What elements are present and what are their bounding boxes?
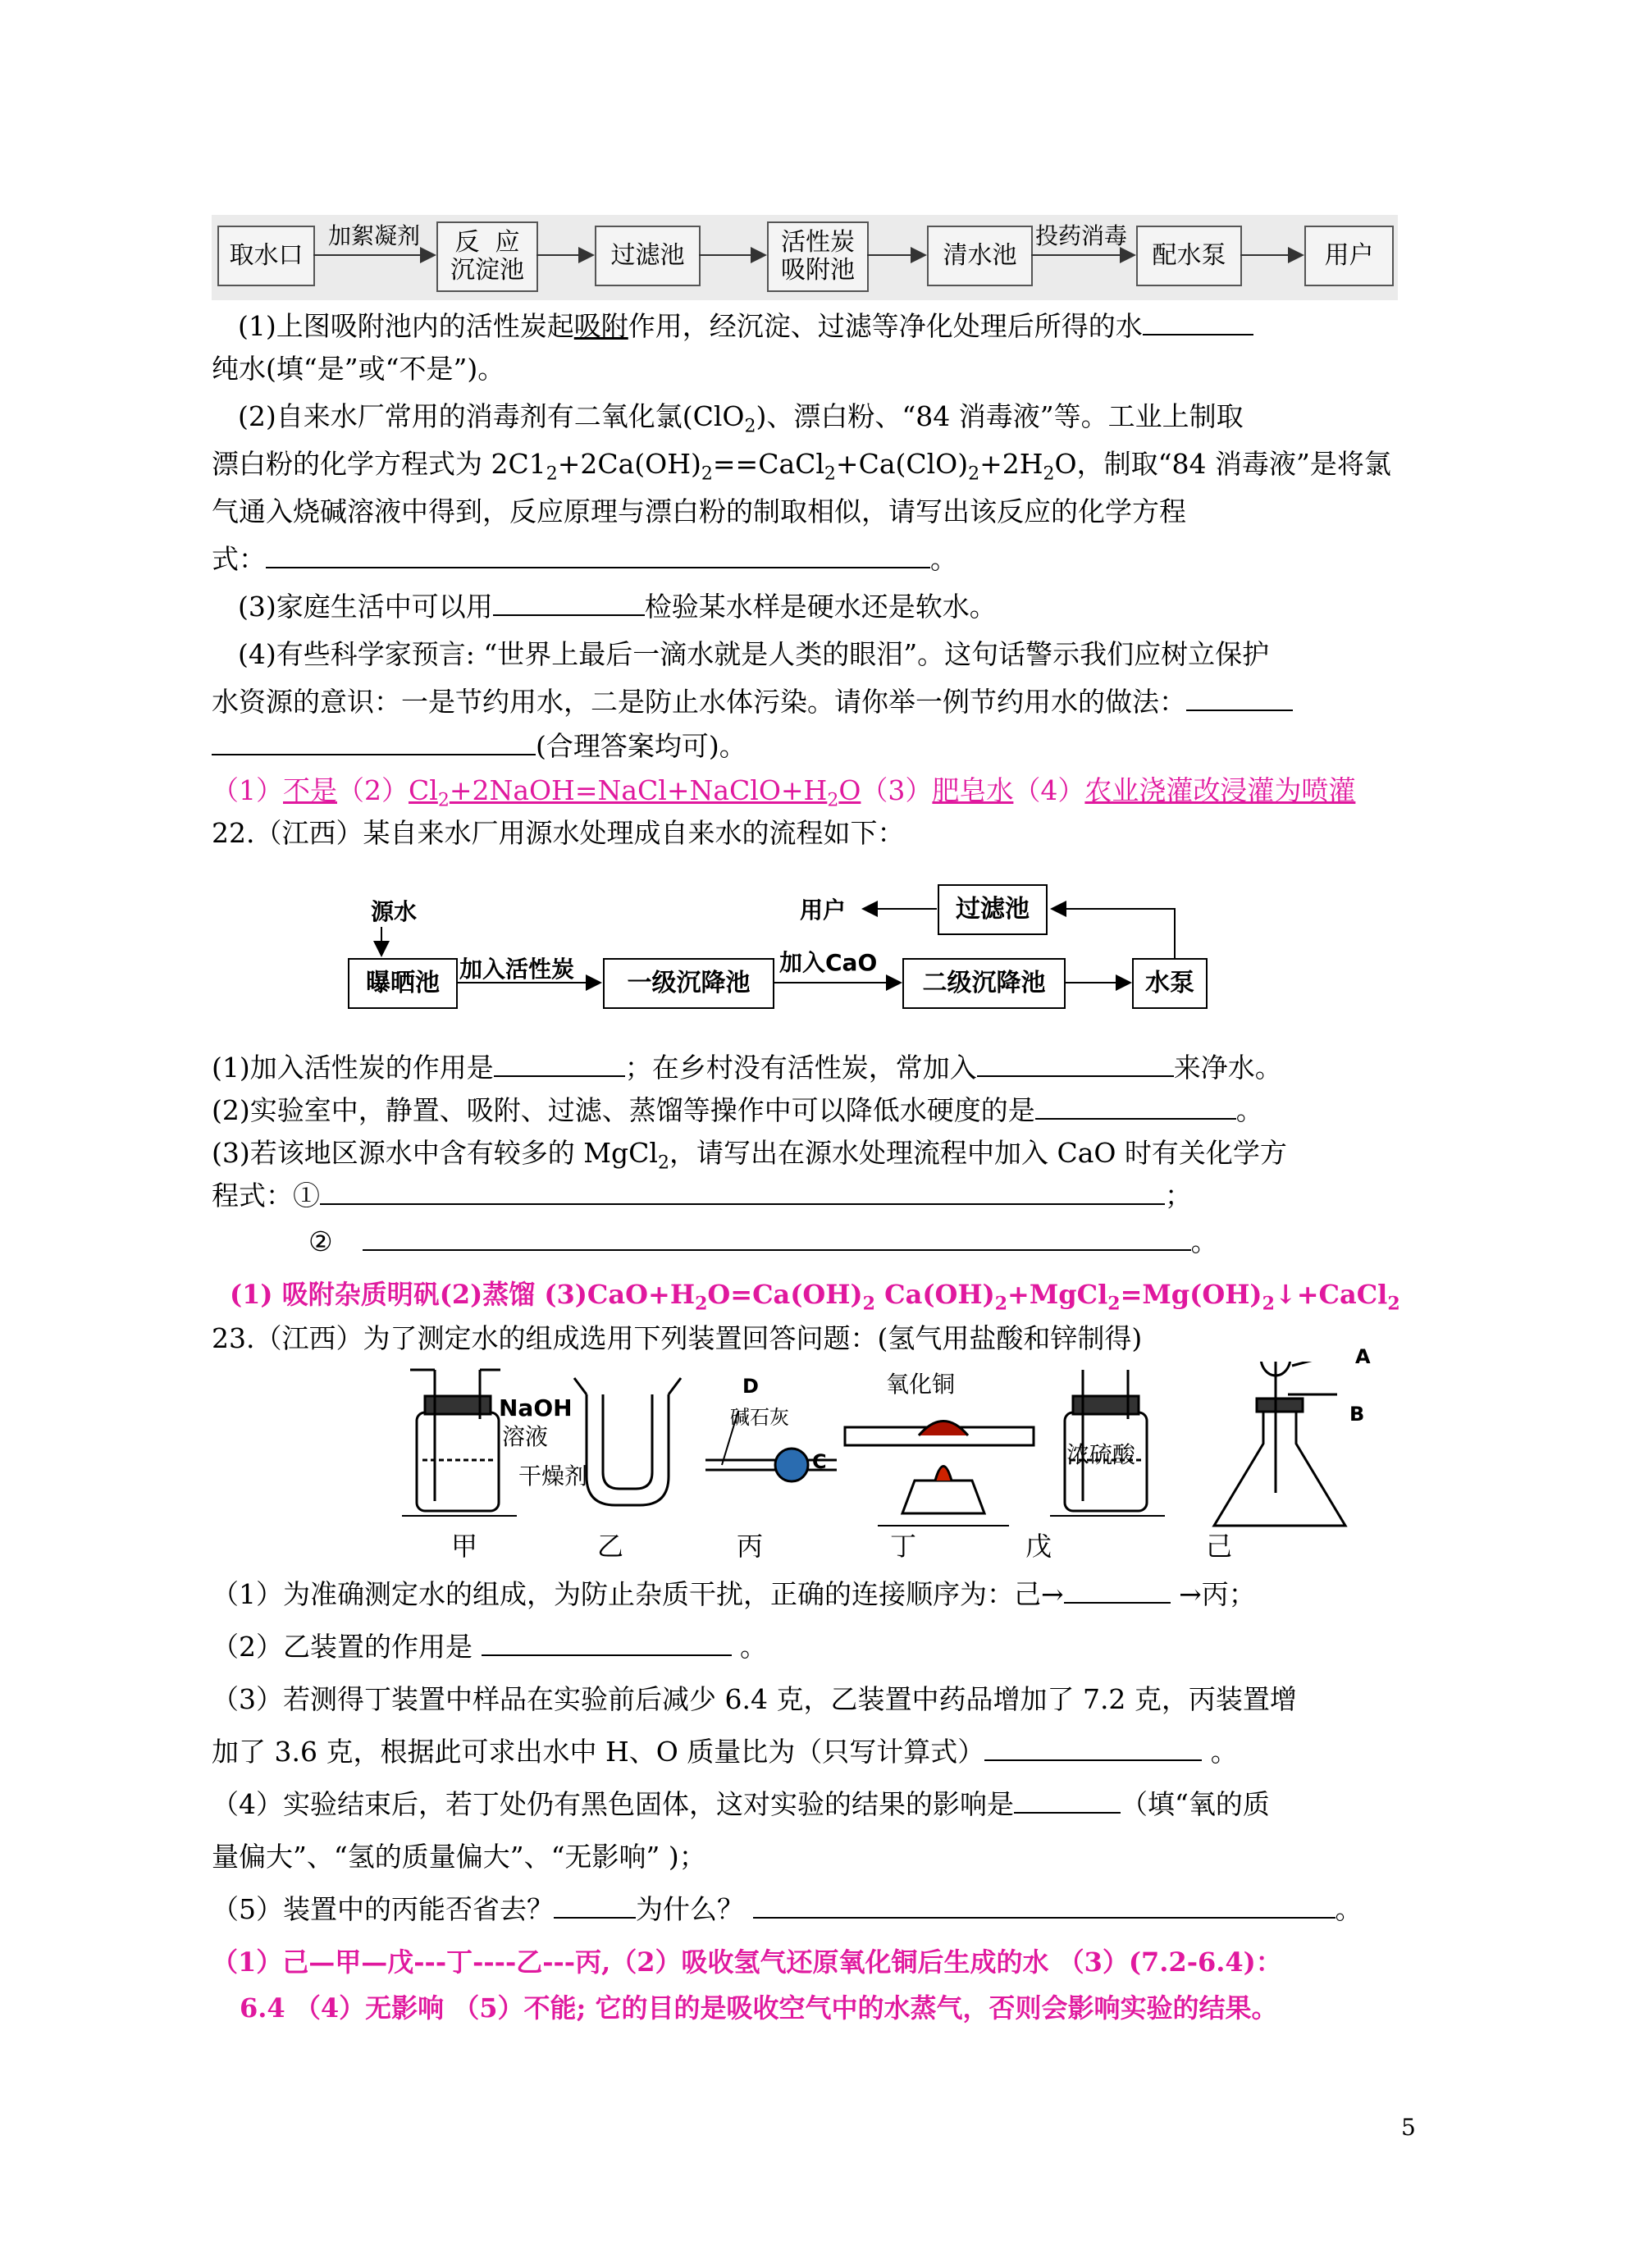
q21-answer: （1）不是$(2)Cl_2+2NaOH=NaCl+NaClO+H_2O(3)$肥皂水（4）农业浇灌改浸灌为喷灌 xyxy=(212,774,1356,811)
label-copper-oxide: 氧化铜 xyxy=(886,1371,956,1398)
q23-part4-cont: 量偏大”、“氢的质量偏大”、“无影响” )； xyxy=(212,1841,706,1873)
q23-part3: （3）若测得丁装置中样品在实验前后减少 6.4 克，乙装置中药品增加了 7.2 克，丙装置增 xyxy=(212,1683,1297,1715)
arrow-label-flocculant: 加絮凝剂 xyxy=(328,222,421,249)
flow2-label-carbon: 加入活性炭 xyxy=(459,956,575,983)
label-C: C xyxy=(812,1450,827,1473)
flow2-label-cao: 加入CaO xyxy=(779,949,878,976)
q23-part5: （5）装置中的丙能否省去？ 为什么？ 。 xyxy=(212,1893,1363,1925)
flow-box-filter: 过滤池 xyxy=(595,226,701,286)
apparatus-ji: 己 xyxy=(1206,1531,1233,1562)
flow-source-label: 源水 xyxy=(371,898,418,925)
q21-part2: (2)自来水厂常用的消毒剂有二氧化氯(ClO$_2$)、漂白粉、“84 消毒液”等。工业上制取 xyxy=(238,400,1244,437)
q22-part1: (1)加入活性炭的作用是 ；在乡村没有活性炭，常加入 来净水。 xyxy=(212,1052,1282,1084)
q21-part2-eq: 漂白粉的化学方程式为 $2C1_2+2Ca(OH)_2==CaCl_2+Ca(ClO)_2+2H_2O$，制取“84 消毒液”是将氯 xyxy=(212,448,1391,485)
flow2-box-pump: 水泵 xyxy=(1132,958,1208,1009)
arrow-label-disinfect: 投药消毒 xyxy=(1035,222,1128,249)
apparatus-ding: 丁 xyxy=(890,1531,917,1562)
label-A: A xyxy=(1355,1345,1371,1368)
apparatus-wu: 戊 xyxy=(1025,1531,1052,1562)
flow2-box-primary: 一级沉降池 xyxy=(603,958,774,1009)
q23-answer-line2: 6.4 （4）无影响 （5）不能; 它的目的是吸收空气中的水蒸气，否则会影响实验的结果。 xyxy=(240,1992,1278,2024)
q22-answer: (1) 吸附杂质明矾(2)蒸馏 $(3)CaO+H_2O=Ca(OH)_2$ $Ca(OH)_2+MgCl_2=Mg(OH)_2↓+CaCl_2$ xyxy=(230,1279,1400,1315)
q22-part3-eq1: 程式：① ； xyxy=(212,1180,1192,1212)
q21-part1-cont: 纯水(填“是”或“不是”)。 xyxy=(212,353,505,385)
label-D: D xyxy=(742,1375,759,1398)
q22-part3: (3)若该地区源水中含有较多的 MgCl$_2$，请写出在源水处理流程中加入 CaO 时有关化学方 xyxy=(212,1137,1287,1174)
q23-title: 23.（江西）为了测定水的组成选用下列装置回答问题：(氢气用盐酸和锌制得) xyxy=(212,1322,1143,1354)
q21-part4: (4)有些科学家预言: “世界上最后一滴水就是人类的眼泪”。这句话警示我们应树立保护 xyxy=(238,638,1270,670)
flow2-user-label: 用户 xyxy=(800,897,847,924)
apparatus-yi: 乙 xyxy=(597,1531,624,1562)
flow2-box-sun: 曝晒池 xyxy=(348,958,458,1009)
label-B: B xyxy=(1349,1403,1365,1426)
flow-box-carbon: 活性炭 吸附池 xyxy=(767,221,869,292)
q21-part1: (1)上图吸附池内的活性炭起吸附作用，经沉淀、过滤等净化处理后所得的水 xyxy=(238,308,1253,345)
q23-part2: （2）乙装置的作用是 。 xyxy=(212,1631,767,1663)
flow2-box-filter: 过滤池 xyxy=(938,884,1048,935)
flow-box-sedimentation: 反 应 沉淀池 xyxy=(436,221,538,292)
label-sulfuric-acid: 浓硫酸 xyxy=(1066,1441,1136,1468)
flow-box-user: 用户 xyxy=(1304,226,1394,286)
flow-box-intake: 取水口 xyxy=(217,226,315,286)
q23-answer-line1: （1）己—甲—戊---丁----乙---丙,（2）吸收氢气还原氧化铜后生成的水 （3）(7.2-6.4)： xyxy=(212,1946,1282,1978)
q22-part3-eq2: ② 。 xyxy=(308,1225,1218,1257)
label-desiccant: 干燥剂 xyxy=(518,1463,588,1490)
q22-part2: (2)实验室中，静置、吸附、过滤、蒸馏等操作中可以降低水硬度的是 。 xyxy=(212,1094,1263,1126)
q23-part1: （1）为准确测定水的组成，为防止杂质干扰，正确的连接顺序为：己→ →丙； xyxy=(212,1578,1256,1610)
q21-part2-answer-line: 式： 。 xyxy=(212,543,957,575)
apparatus-jia: 甲 xyxy=(451,1531,478,1562)
q23-part4: （4）实验结束后，若丁处仍有黑色固体，这对实验的结果的影响是 （填“氧的质 xyxy=(212,1788,1270,1820)
q21-part3: (3)家庭生活中可以用 检验某水样是硬水还是软水。 xyxy=(238,591,997,623)
apparatus-bing: 丙 xyxy=(737,1531,764,1562)
flow2-box-secondary: 二级沉降池 xyxy=(902,958,1066,1009)
flow-box-clearwater: 清水池 xyxy=(927,226,1033,286)
label-solution: 溶液 xyxy=(502,1423,549,1450)
q21-part4-cont: 水资源的意识：一是节约用水，二是防止水体污染。请你举一例节约用水的做法： xyxy=(212,684,1293,720)
q23-part3-cont: 加了 3.6 克，根据此可求出水中 H、O 质量比为（只写计算式） 。 xyxy=(212,1736,1238,1768)
q21-part2-cont: 气通入烧碱溶液中得到，反应原理与漂白粉的制取相似，请写出该反应的化学方程 xyxy=(212,495,1186,527)
page-number: 5 xyxy=(1401,2114,1416,2141)
q22-title: 22.（江西）某自来水厂用源水处理成自来水的流程如下： xyxy=(212,817,905,849)
q21-part4-end: (合理答案均可)。 xyxy=(212,728,747,764)
flow-box-pump: 配水泵 xyxy=(1136,226,1242,286)
label-lime: 碱石灰 xyxy=(730,1406,789,1429)
label-naoh: NaOH xyxy=(499,1394,573,1421)
